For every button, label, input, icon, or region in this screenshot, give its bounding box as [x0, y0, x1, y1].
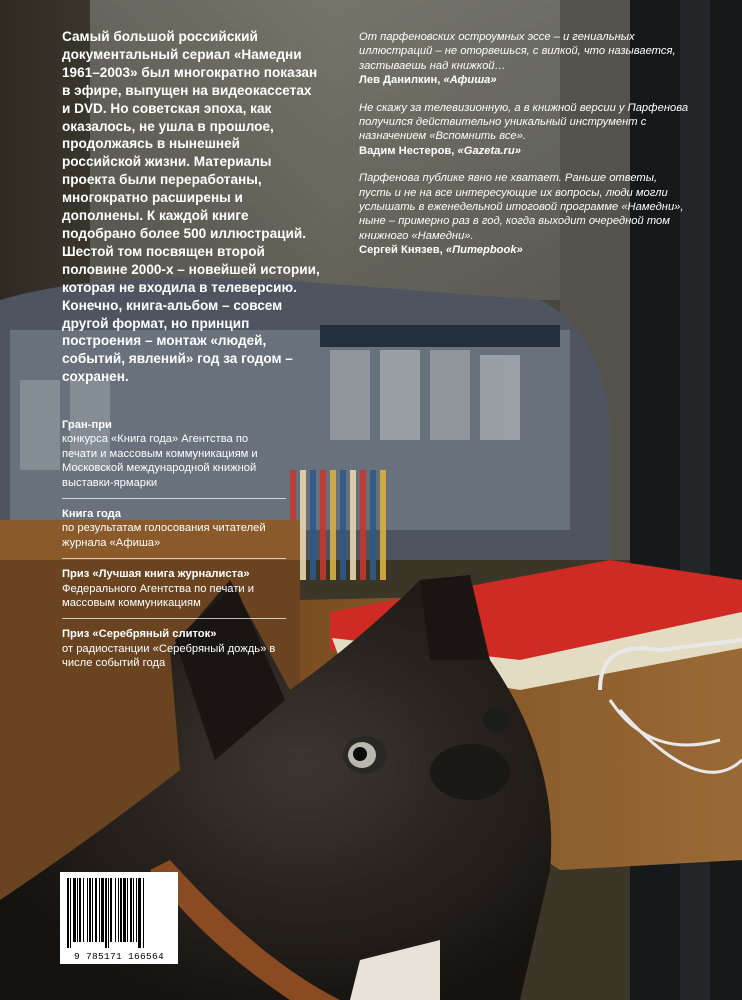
barcode-bar	[95, 878, 97, 942]
review-source-separator: ,	[439, 244, 446, 257]
barcode-bar	[120, 878, 122, 942]
review-author: Лев Данилкин	[359, 74, 438, 87]
barcode-bar	[99, 878, 100, 942]
award-text: по результатам голосования читателей журнала «Афиша»	[62, 522, 266, 549]
book-description: Самый большой российский документальный сериал «Намедни 1961–2003» был многократно показан в эфире, выпущен на видеокассетах и DVD. Но советская эпоха, как оказалось, не ушла в прошлое, продолжаясь в нынешней российской жизни. Материалы проекта были переработаны, многократно расширены и дополнены. К каждой книге подобрано более 500 иллюстраций. Шестой том посвящен второй половине 2000-х – новейшей истории, которая не входила в телеверсию. Конечно, книга-альбом – совсем другой формат, но принцип построения – монтаж «людей, событий, явлений» год за годом – сохранен.	[62, 29, 320, 385]
barcode-bar	[136, 878, 137, 942]
award-text: от радиостанции «Серебряный дождь» в числе событий года	[62, 642, 276, 670]
barcode-bar	[118, 878, 119, 942]
barcode-bar	[83, 878, 84, 942]
review-text: От парфеновских остроумных эссе – и гениальных иллюстраций – не оторвешься, с вилкой, что называется, застываешь над книжкой…	[359, 31, 676, 72]
reviews	[359, 30, 691, 271]
review-source	[359, 144, 691, 158]
barcode-bar	[123, 878, 126, 942]
award-item	[62, 507, 286, 559]
award-title: Приз «Лучшая книга журналиста»	[62, 568, 250, 581]
barcode-bar	[110, 878, 112, 942]
barcode-bar	[101, 878, 104, 942]
award-title: Гран-при	[62, 419, 112, 431]
barcode-bar	[67, 878, 69, 948]
awards-list	[62, 418, 286, 687]
barcode-bar	[105, 878, 107, 948]
review-source	[359, 73, 691, 87]
barcode-bar	[70, 878, 71, 948]
award-title: Приз «Серебряный слиток»	[62, 628, 217, 641]
barcode-bars	[66, 878, 172, 948]
review-source-separator: ,	[451, 144, 458, 157]
review-source-separator: ,	[437, 74, 444, 87]
review	[359, 101, 691, 159]
award-text: конкурса «Книга года» Агентства по печати и массовым коммуникациям и Московской международной книжной выставки-ярмарки	[62, 433, 258, 489]
review-author: Вадим Нестеров	[359, 144, 452, 157]
barcode-bar	[108, 878, 109, 948]
barcode-bar	[127, 878, 128, 942]
barcode-bar	[73, 878, 76, 942]
barcode-bar	[143, 878, 144, 948]
isbn-number: 9 785171 166564	[73, 951, 164, 962]
review	[359, 171, 691, 257]
award-text: Федерального Агентства по печати и массовым коммуникациям	[62, 582, 254, 610]
review-publication: «Gazeta.ru»	[457, 144, 521, 157]
award-title: Книга года	[62, 508, 121, 521]
isbn-barcode	[60, 872, 178, 964]
award-item	[62, 627, 286, 678]
review-author: Сергей Князев	[359, 244, 440, 257]
barcode-bar	[133, 878, 134, 942]
review-publication: «Афиша»	[443, 74, 497, 87]
review	[359, 30, 691, 88]
award-item	[62, 418, 286, 499]
barcode-bar	[138, 878, 141, 948]
review-publication: «Питерbook»	[445, 244, 523, 257]
barcode-bar	[130, 878, 132, 942]
barcode-bar	[92, 878, 93, 942]
barcode-bar	[115, 878, 116, 942]
barcode-bar	[77, 878, 78, 942]
barcode-bar	[89, 878, 91, 942]
review-text: Парфенова публике явно не хватает. Раньше ответы, пусть и не на все интересующие их вопросы, люди могли услышать в еженедельной итоговой программе «Намедни», ныне – примерно раз в год, когда выходит очередной том книжного «Намедни».	[359, 172, 684, 242]
review-text: Не скажу за телевизионную, а в книжной версии у Парфенова получился действительно уникальный инструмент с назначением «Вспомнить все».	[359, 101, 689, 143]
review-source	[359, 243, 691, 257]
award-item	[62, 567, 286, 619]
barcode-bar	[79, 878, 81, 942]
barcode-bar	[87, 878, 88, 942]
